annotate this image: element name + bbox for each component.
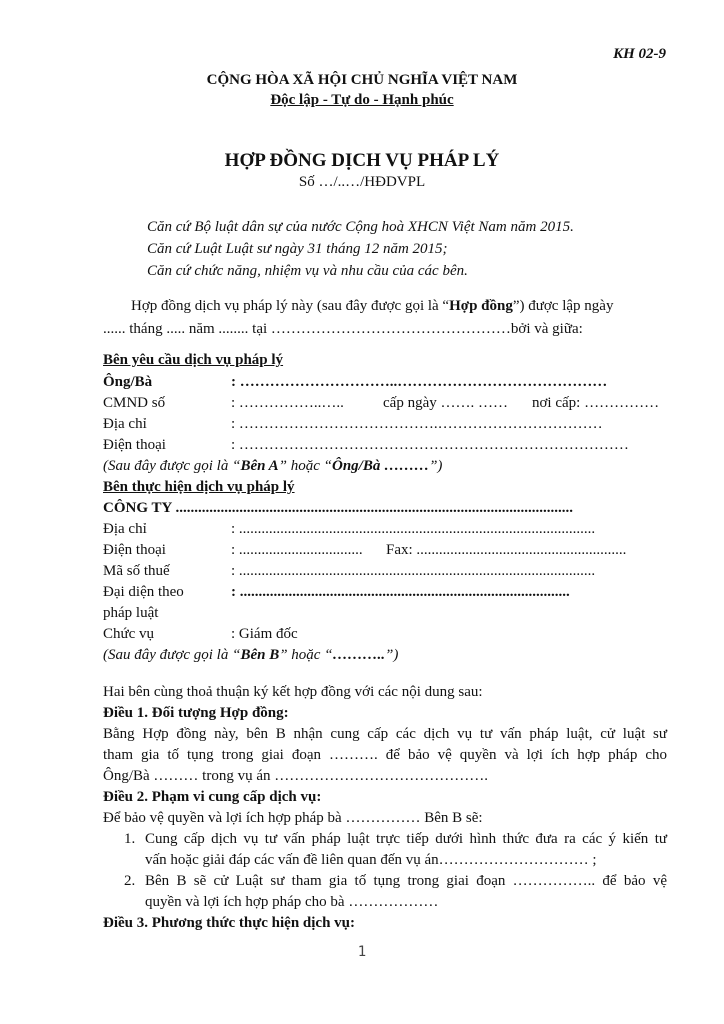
motto (0, 92, 724, 109)
intro-line-1 (131, 298, 613, 315)
article2-heading: Điều 2. Phạm vi cung cấp dịch vụ: (103, 789, 322, 805)
agreement-intro: Hai bên cùng thoả thuận ký kết hợp đồng với các nội dung sau: (103, 684, 483, 700)
party-a-note-b: ” hoặc “ (278, 458, 332, 474)
list-item-line-2: quyền và lợi ích hợp pháp cho bà ……………… (145, 894, 439, 910)
party-a-note-bold2: Ông/Bà ……… (331, 458, 430, 474)
party-a-heading: Bên yêu cầu dịch vụ pháp lý (103, 352, 284, 368)
article3-heading: Điều 3. Phương thức thực hiện dịch vụ: (103, 915, 356, 931)
party-a-note-bold1: Bên A (240, 458, 279, 474)
party-a-issue-date: cấp ngày ……. …… (383, 395, 508, 411)
intro-text-a: Hợp đồng dịch vụ pháp lý này (sau đây được gọi là “ (131, 298, 450, 314)
party-b-address-label: Địa chỉ (103, 521, 147, 537)
article1-heading: Điều 1. Đối tượng Hợp đồng: (103, 705, 289, 721)
party-b-note-c: ”) (385, 647, 399, 663)
party-a-note-a: (Sau đây được gọi là “ (103, 458, 241, 474)
basis-line-2: Căn cứ Luật Luật sư ngày 31 tháng 12 năm 2015; (147, 241, 448, 257)
list-item-line-1: Cung cấp dịch vụ tư vấn pháp luật trực tiếp dưới hình thức đưa ra các ý kiến tư (145, 831, 667, 847)
article1-line-3: Ông/Bà ……… trong vụ án ……………………………………. (103, 768, 488, 784)
party-a-note-c: ”) (429, 458, 443, 474)
party-b-rep-label-1: Đại diện theo (103, 584, 184, 600)
list-item-number: 1. (124, 831, 136, 847)
party-a-id-value: : ……………..….. (231, 395, 344, 411)
party-b-tax-label: Mã số thuế (103, 563, 170, 579)
party-b-company: CÔNG TY .......................................................................................................... (103, 500, 574, 516)
party-a-phone-value: : …………………………………………………………………… (231, 437, 629, 453)
list-item-line-2: vấn hoặc giải đáp các vấn đề liên quan đến vụ án………………………… ; (145, 852, 597, 868)
party-a-id-label: CMND số (103, 395, 166, 411)
party-b-heading: Bên thực hiện dịch vụ pháp lý (103, 479, 295, 495)
party-b-note-a: (Sau đây được gọi là “ (103, 647, 241, 663)
party-b-phone-label: Điện thoại (103, 542, 166, 558)
motto-text: Độc lập - Tự do - Hạnh phúc (270, 92, 454, 108)
party-b-title-value: : Giám đốc (231, 626, 298, 642)
party-a-note (103, 458, 442, 475)
party-b-title-label: Chức vụ (103, 626, 155, 642)
party-a-address-label: Địa chỉ (103, 416, 147, 432)
party-a-address-value: : ………………………………….…………………………… (231, 416, 603, 432)
basis-line-1: Căn cứ Bộ luật dân sự của nước Cộng hoà XHCN Việt Nam năm 2015. (147, 219, 574, 235)
party-b-tax-value: : ............................................................................................... (231, 563, 596, 579)
party-b-note-bold1: Bên B (240, 647, 280, 663)
party-b-fax: Fax: ........................................................ (386, 542, 627, 558)
intro-line-2: ...... tháng ..... năm ........ tại …………………………………………bởi và giữa: (103, 321, 583, 337)
party-b-note-b: ” hoặc “ (279, 647, 333, 663)
form-code: KH 02-9 (613, 46, 666, 62)
article1-line-2: tham gia tố tụng trong giai đoạn ………. để bảo vệ quyền và lợi ích hợp pháp cho (103, 747, 667, 763)
intro-bold: Hợp đồng (449, 298, 513, 314)
party-a-issue-place: nơi cấp: …………… (532, 395, 660, 411)
party-b-phone-value: : ................................. (231, 542, 363, 558)
list-item-line-1: Bên B sẽ cử Luật sư tham gia tố tụng trong giai đoạn …………….. để bảo vệ (145, 873, 667, 889)
party-a-name-value: : …………………………..…………………………………… (231, 374, 608, 390)
party-a-name-label: Ông/Bà (103, 374, 153, 390)
page-number: 1 (357, 944, 367, 960)
page-title: HỢP ĐỒNG DỊCH VỤ PHÁP LÝ (224, 150, 500, 171)
basis-line-3: Căn cứ chức năng, nhiệm vụ và nhu cầu của các bên. (147, 263, 468, 279)
party-b-note-bold2: ……….. (332, 647, 386, 663)
nation-header: CỘNG HÒA XÃ HỘI CHỦ NGHĨA VIỆT NAM (206, 72, 518, 88)
article1-line-1: Bằng Hợp đồng này, bên B nhận cung cấp các dịch vụ tư vấn pháp luật, cử luật sư (103, 726, 667, 742)
party-b-address-value: : ............................................................................................... (231, 521, 596, 537)
party-a-phone-label: Điện thoại (103, 437, 166, 453)
contract-number: Số …/..…/HĐDVPL (298, 174, 426, 190)
article2-intro: Để bảo vệ quyền và lợi ích hợp pháp bà …………… Bên B sẽ: (103, 810, 483, 826)
list-item-number: 2. (124, 873, 136, 889)
party-b-rep-value: : ........................................................................................ (231, 584, 570, 600)
party-b-note (103, 647, 398, 664)
party-b-rep-label-2: pháp luật (103, 605, 159, 621)
intro-text-b: ”) được lập ngày (512, 298, 614, 314)
